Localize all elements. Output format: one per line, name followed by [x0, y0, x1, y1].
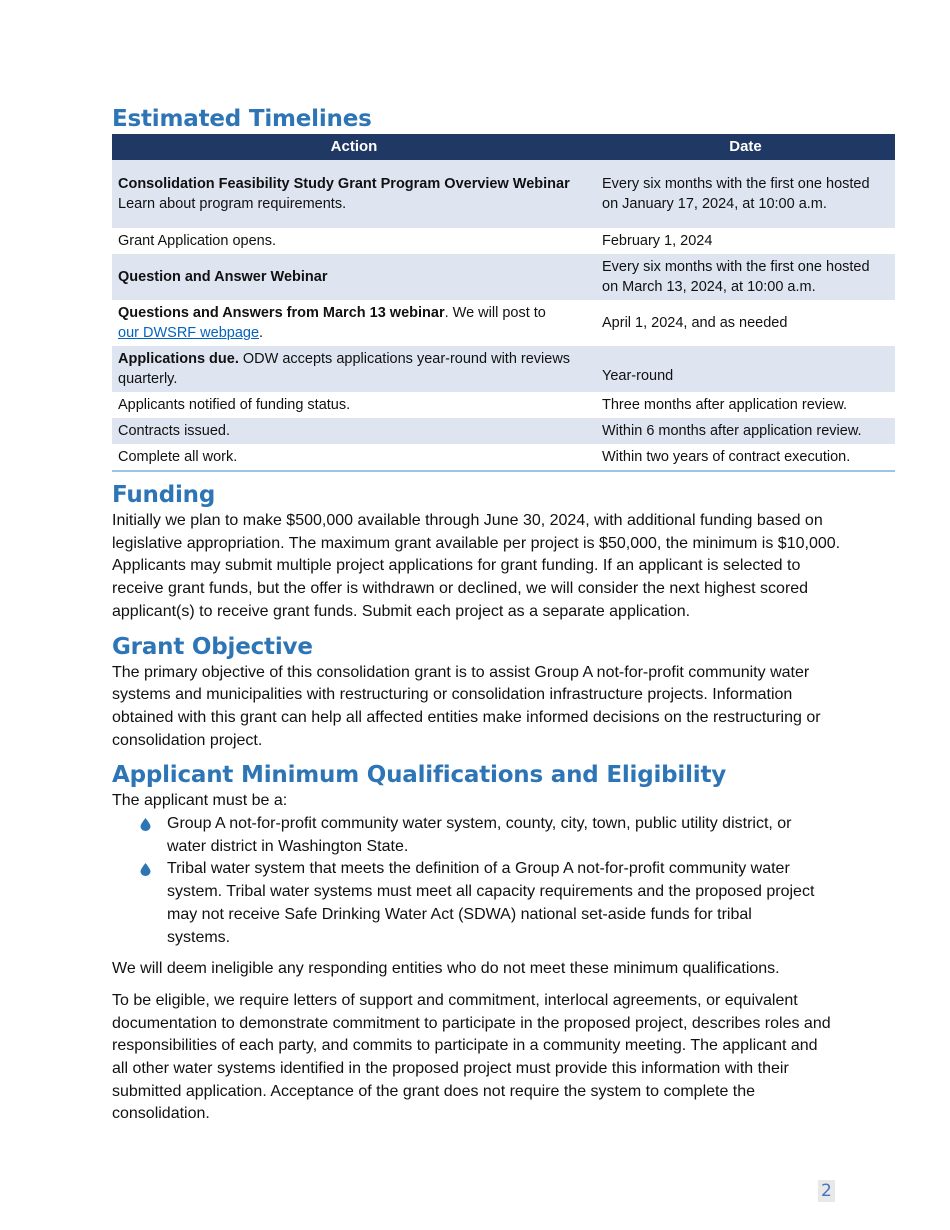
table-row	[112, 300, 895, 346]
list-item	[112, 858, 817, 949]
table-row	[112, 444, 895, 471]
table-row	[112, 254, 895, 300]
timelines-heading: Estimated Timelines	[112, 106, 372, 132]
qualifications-section	[112, 760, 896, 1126]
action-cell: Grant Application opens.	[118, 233, 276, 249]
action-cell: Complete all work.	[112, 444, 596, 471]
funding-section	[112, 480, 896, 624]
action-cell	[112, 346, 596, 392]
qualifications-intro: The applicant must be a:	[112, 792, 288, 810]
funding-heading: Funding	[112, 482, 216, 508]
date-cell: Year-round	[596, 346, 895, 392]
date-cell: February 1, 2024	[602, 233, 713, 249]
date-cell: Every six months with the first one hosted on March 13, 2024, at 10:00 a.m.	[596, 254, 895, 300]
bullet-text: Tribal water system that meets the definition of a Group A not-for-profit community water system. Tribal water systems must meet all capacity requirements and the proposed project may not receive Safe Drinking Water Act (SDWA) national set-aside funds for tribal systems.	[167, 860, 815, 946]
document-page	[112, 104, 896, 1126]
objective-heading: Grant Objective	[112, 633, 313, 660]
action-text: Learn about program requirements.	[118, 196, 347, 212]
table-row	[112, 160, 895, 228]
eligibility-paragraph: To be eligible, we require letters of support and commitment, interlocal agreements, or equivalent documentation to demonstrate commitment to participate in the proposed project, describes roles and responsibilities of each party, and commits to participate in a community meeting. The applicant and all other water systems identified in the proposed project must provide this information with their submitted application. Acceptance of the grant does not require the system to complete the consolidation.	[112, 991, 831, 1123]
objective-body: The primary objective of this consolidation grant is to assist Group A not-for-profit community water systems and municipalities with restructuring or consolidation infrastructure projects. Information obtained with this grant can help all affected entities make informed decisions on the restructuring or consolidation project.	[112, 663, 821, 749]
qualifications-list	[112, 813, 896, 949]
action-bold: Consolidation Feasibility Study Grant Program Overview Webinar	[118, 176, 570, 192]
action-text: ODW accepts applications year-round with reviews quarterly.	[118, 351, 571, 387]
date-cell: Every six months with the first one hosted on January 17, 2024, at 10:00 a.m.	[596, 160, 895, 228]
date-cell: April 1, 2024, and as needed	[602, 315, 788, 331]
water-drop-icon	[140, 863, 151, 876]
action-cell	[112, 160, 596, 228]
bullet-text: Group A not-for-profit community water system, county, city, town, public utility district, or water district in Washington State.	[167, 815, 792, 855]
action-cell	[112, 300, 596, 346]
objective-section	[112, 632, 896, 753]
action-cell: Contracts issued.	[112, 418, 596, 444]
table-row	[112, 228, 895, 254]
header-action: Action	[112, 134, 596, 160]
timeline-table	[112, 134, 895, 472]
header-date: Date	[596, 134, 895, 160]
list-item	[112, 813, 832, 858]
funding-body: Initially we plan to make $500,000 available through June 30, 2024, with additional funding based on legislative appropriation. The maximum grant available per project is $50,000, the minimum is $10,000. Applicants may submit multiple project applications for grant funding. If an applicant is selected to receive grant funds, but the offer is withdrawn or declined, we will consider the next highest scored applicant(s) to receive grant funds. Submit each project as a separate application.	[112, 512, 841, 620]
date-cell: Within 6 months after application review.	[596, 418, 895, 444]
action-cell: Applicants notified of funding status.	[118, 397, 351, 413]
date-cell: Three months after application review.	[602, 397, 848, 413]
action-bold: Applications due.	[118, 351, 239, 367]
action-cell	[112, 254, 596, 300]
water-drop-icon	[140, 818, 151, 831]
table-row	[112, 392, 895, 418]
table-header-row	[112, 134, 895, 160]
page-number: 2	[818, 1180, 835, 1202]
qualifications-heading: Applicant Minimum Qualifications and Eligibility	[112, 762, 727, 789]
ineligible-paragraph: We will deem ineligible any responding entities who do not meet these minimum qualifications.	[112, 960, 780, 978]
action-text: . We will post to	[444, 305, 546, 321]
action-bold: Questions and Answers from March 13 webinar	[118, 305, 445, 321]
date-cell: Within two years of contract execution.	[596, 444, 895, 471]
table-row	[112, 418, 895, 444]
table-row	[112, 346, 895, 392]
action-text-end: .	[259, 325, 264, 341]
dwsrf-webpage-link[interactable]: our DWSRF webpage	[118, 325, 260, 341]
action-bold: Question and Answer Webinar	[118, 269, 328, 285]
